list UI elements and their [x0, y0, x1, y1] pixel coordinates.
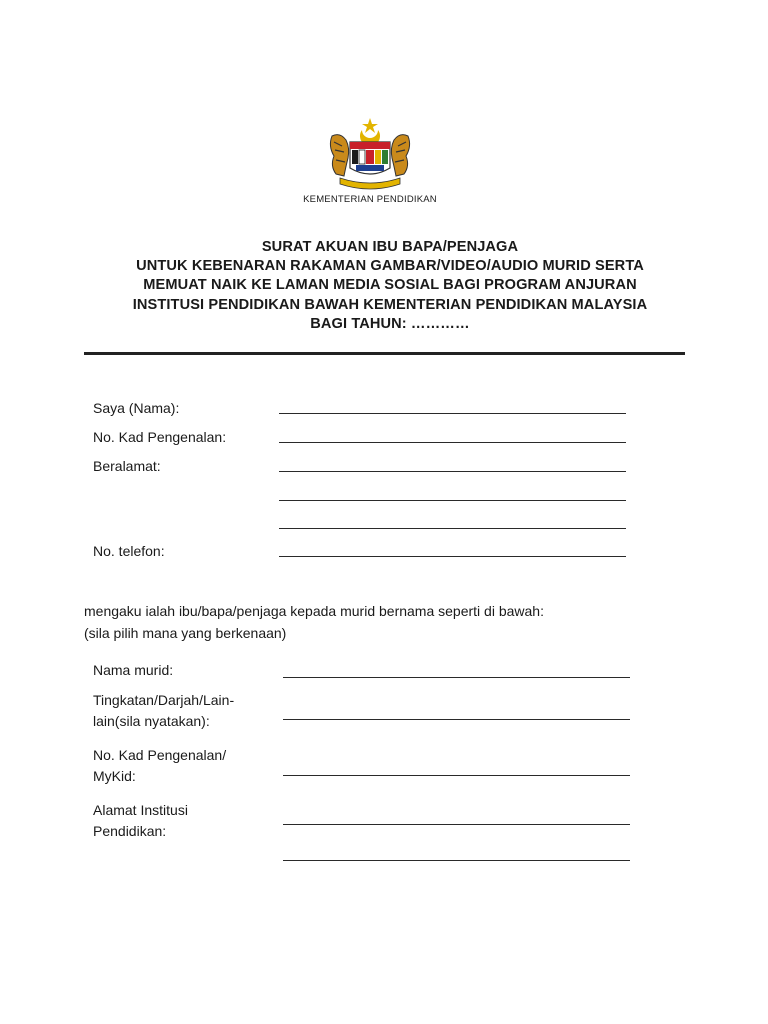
parent-ic-field[interactable] [279, 442, 626, 443]
parent-address-field-1[interactable] [279, 471, 626, 472]
declaration-line-2: (sila pilih mana yang berkenaan) [84, 625, 287, 641]
student-ic-label-1: No. Kad Pengenalan/ [93, 747, 227, 763]
title-line-4: INSTITUSI PENDIDIKAN BAWAH KEMENTERIAN PENDIDIKAN MALAYSIA [132, 296, 648, 313]
parent-phone-field[interactable] [279, 556, 626, 557]
title-line-2: UNTUK KEBENARAN RAKAMAN GAMBAR/VIDEO/AUDIO MURID SERTA [136, 258, 644, 275]
parent-address-field-2[interactable] [279, 500, 626, 501]
student-class-field[interactable] [283, 719, 630, 720]
parent-name-label: Saya (Nama): [93, 400, 180, 416]
ministry-name: KEMENTERIAN PENDIDIKAN [303, 194, 437, 205]
institution-address-field-1[interactable] [283, 824, 630, 825]
header-divider [84, 352, 685, 355]
form-title [60, 238, 720, 334]
student-class-label-2: lain(sila nyatakan): [93, 713, 210, 729]
parent-address-field-3[interactable] [279, 528, 626, 529]
student-name-field[interactable] [283, 677, 630, 678]
student-ic-label-2: MyKid: [93, 768, 136, 784]
student-ic-field[interactable] [283, 775, 630, 776]
student-name-label: Nama murid: [93, 662, 174, 678]
title-line-1: SURAT AKUAN IBU BAPA/PENJAGA [261, 239, 519, 255]
declaration-text [84, 600, 544, 644]
parent-name-field[interactable] [279, 413, 626, 414]
title-line-5: BAGI TAHUN: ………… [310, 315, 470, 332]
student-class-label-1: Tingkatan/Darjah/Lain- [93, 692, 235, 708]
title-line-3: MEMUAT NAIK KE LAMAN MEDIA SOSIAL BAGI PROGRAM ANJURAN [143, 277, 637, 294]
institution-address-field-2[interactable] [283, 860, 630, 861]
institution-address-label-1: Alamat Institusi [93, 802, 188, 818]
coat-of-arms-icon [326, 116, 414, 192]
parent-address-label: Beralamat: [93, 458, 161, 474]
parent-ic-label: No. Kad Pengenalan: [93, 429, 227, 445]
institution-address-label-2: Pendidikan: [93, 823, 167, 839]
parent-phone-label: No. telefon: [93, 543, 165, 559]
declaration-line-1: mengaku ialah ibu/bapa/penjaga kepada murid bernama seperti di bawah: [84, 603, 544, 619]
